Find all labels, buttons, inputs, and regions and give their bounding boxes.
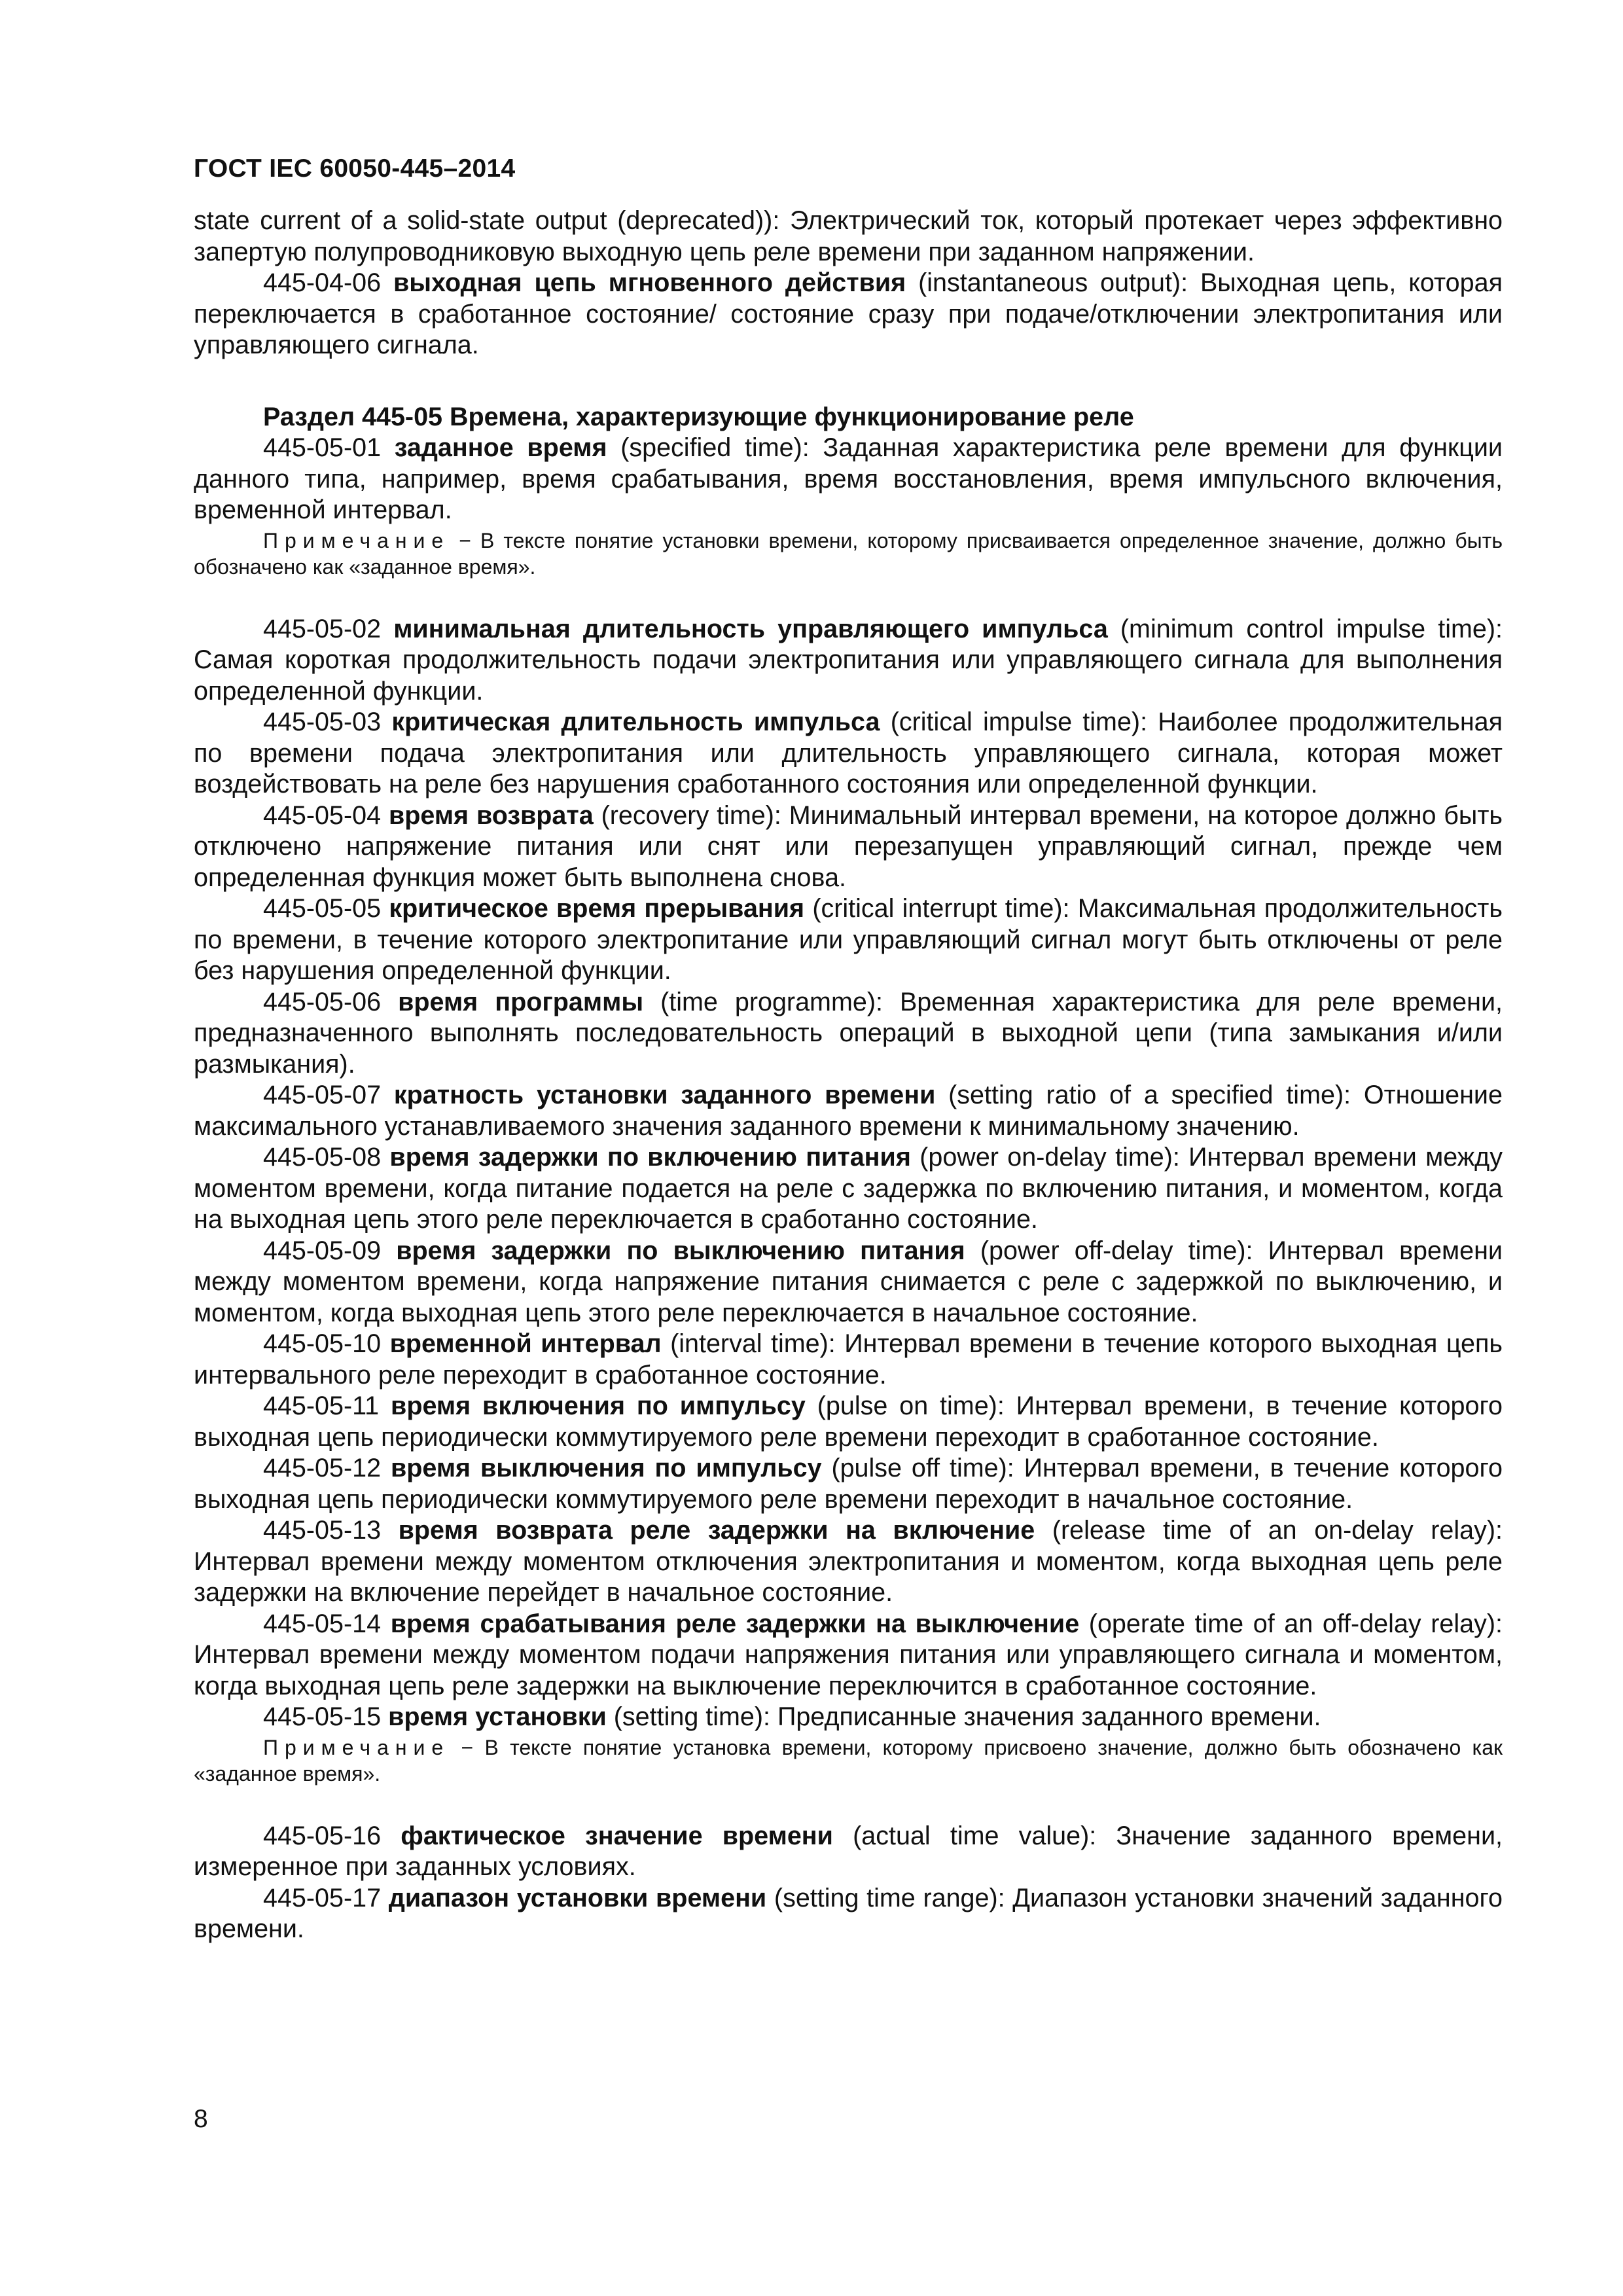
term-number: 445-05-02 — [263, 614, 382, 643]
term-definition: (power on-delay time): Интервал времени между моментом времени, когда питание подается на реле с задержка по включению питания, и моментом, когда на выходная цепь этого реле переключается в сработанно состояние. — [194, 1143, 1503, 1234]
term-definition: (actual time value): Значение заданного времени, измеренное при заданных условиях. — [194, 1821, 1503, 1881]
note-text: − В тексте понятие установки времени, которому присваивается определенное значение, должно быть обозначено как «заданное время». — [194, 528, 1503, 579]
term-number: 445-05-14 — [263, 1609, 382, 1638]
term-name: заданное время — [394, 433, 607, 462]
term-number: 445-05-07 — [263, 1081, 382, 1109]
term-number: 445-05-17 — [263, 1883, 382, 1912]
term-entry-445-05-10 — [194, 1329, 1503, 1391]
term-definition: (setting ratio of a specified time): Отношение максимального устанавливаемого значения заданного времени к минимальному значению. — [194, 1081, 1503, 1141]
term-entry-445-05-01 — [194, 433, 1503, 526]
term-entry-445-05-07 — [194, 1080, 1503, 1142]
term-number: 445-05-11 — [263, 1391, 380, 1420]
section-title: Раздел 445-05 Времена, характеризующие функционирование реле — [263, 402, 1134, 431]
term-name: фактическое значение времени — [401, 1821, 833, 1850]
term-name: время задержки по выключению питания — [396, 1236, 965, 1265]
term-definition: (minimum control impulse time): Самая короткая продолжительность подачи электропитания или управляющего сигнала для выполнения определенной функции. — [194, 614, 1503, 706]
term-entry-445-05-02 — [194, 614, 1503, 708]
term-name: критическая длительность импульса — [391, 708, 880, 736]
term-number: 445-05-10 — [263, 1329, 382, 1358]
term-name: время задержки по включению питания — [389, 1143, 911, 1172]
term-entry-445-05-04 — [194, 800, 1503, 894]
term-name: время программы — [398, 987, 644, 1016]
term-definition: (time programme): Временная характеристика для реле времени, предназначенного выполнять последовательность операций в выходной цепи (типа замыкания и/или размыкания). — [194, 987, 1503, 1079]
document-header: ГОСТ IEC 60050-445–2014 — [194, 154, 516, 183]
term-number: 445-05-08 — [263, 1143, 382, 1172]
term-number: 445-04-06 — [263, 268, 382, 297]
continuation-paragraph — [194, 206, 1503, 268]
term-entry-445-05-05 — [194, 893, 1503, 987]
term-number: 445-05-12 — [263, 1454, 382, 1482]
term-entry-445-05-15 — [194, 1702, 1503, 1733]
document-page — [194, 154, 1503, 1945]
term-entry-445-05-12 — [194, 1453, 1503, 1515]
term-number: 445-05-16 — [263, 1821, 382, 1850]
term-entry-445-05-03 — [194, 707, 1503, 800]
term-entry-445-04-06 — [194, 268, 1503, 361]
term-entry-445-05-14 — [194, 1609, 1503, 1702]
term-entry-445-05-08 — [194, 1142, 1503, 1236]
term-definition: (setting time): Предписанные значения заданного времени. — [613, 1702, 1321, 1731]
term-name: время возврата — [388, 800, 594, 830]
term-definition: (specified time): Заданная характеристика реле времени для функции данного типа, например, время срабатывания, время восстановления, время импульсного включения, временной интервал. — [194, 433, 1503, 524]
term-name: критическое время прерывания — [389, 894, 805, 923]
term-number: 445-05-13 — [263, 1516, 382, 1545]
term-number: 445-05-06 — [263, 987, 382, 1016]
note-text: − В тексте понятие установка времени, которому присвоено значение, должно быть обозначено как «заданное время». — [194, 1735, 1503, 1785]
term-name: кратность установки заданного времени — [393, 1081, 936, 1109]
term-name: время возврата реле задержки на включение — [398, 1516, 1035, 1545]
term-name: время выключения по импульсу — [390, 1454, 822, 1482]
term-definition: (recovery time): Минимальный интервал времени, на которое должно быть отключено напряжение питания или снят или перезапущен управляющий сигнал, прежде чем определенная функция может быть выполнена снова. — [194, 800, 1503, 892]
continuation-text: state current of a solid-state output (deprecated)): Электрический ток, который протекает через эффективно запертую полупроводниковую выходную цепь реле времени при заданном напряжении. — [194, 206, 1503, 266]
term-name: выходная цепь мгновенного действия — [393, 268, 906, 297]
term-number: 445-05-03 — [263, 708, 382, 736]
term-definition: (critical interrupt time): Максимальная продолжительность по времени, в течение которого электропитание или управляющий сигнал могут быть отключены от реле без нарушения определенной функции. — [194, 894, 1503, 985]
term-entry-445-05-13 — [194, 1515, 1503, 1609]
term-definition: (pulse off time): Интервал времени, в течение которого выходная цепь периодически коммутируемого реле времени переходит в начальное состояние. — [194, 1454, 1503, 1514]
term-number: 445-05-01 — [263, 433, 382, 462]
term-definition: (instantaneous output): Выходная цепь, которая переключается в сработанное состояние/ состояние сразу при подаче/отключении электропитания или управляющего сигнала. — [194, 268, 1503, 359]
term-entry-445-05-09 — [194, 1236, 1503, 1329]
term-name: время включения по импульсу — [391, 1391, 806, 1420]
term-number: 445-05-15 — [263, 1702, 382, 1731]
note-1 — [194, 528, 1503, 580]
term-entry-445-05-06 — [194, 987, 1503, 1081]
term-number: 445-05-05 — [263, 894, 382, 923]
term-entry-445-05-16 — [194, 1821, 1503, 1883]
term-definition: (power off-delay time): Интервал времени между моментом времени, когда напряжение питания снимается с реле с задержкой по выключению, и моментом, когда выходная цепь этого реле переключается в начальное состояние. — [194, 1236, 1503, 1327]
term-definition: (critical impulse time): Наиболее продолжительная по времени подача электропитания или длительность управляющего сигнала, которая может воздействовать на реле без нарушения сработанного состояния или определенной функции. — [194, 708, 1503, 798]
term-name: минимальная длительность управляющего импульса — [393, 614, 1108, 643]
note-2 — [194, 1734, 1503, 1787]
term-definition: (release time of an on-delay relay): Интервал времени между моментом отключения электропитания и моментом, когда выходная цепь реле задержки на включение перейдет в начальное состояние. — [194, 1516, 1503, 1607]
term-name: диапазон установки времени — [388, 1883, 767, 1912]
note-label: Примечание — [263, 1735, 450, 1759]
term-name: временной интервал — [389, 1329, 662, 1358]
note-label: Примечание — [263, 528, 450, 552]
term-entry-445-05-17 — [194, 1883, 1503, 1945]
page-number: 8 — [194, 2105, 208, 2133]
term-definition: (pulse on time): Интервал времени, в течение которого выходная цепь периодически коммутируемого реле времени переходит в сработанное состояние. — [194, 1391, 1503, 1452]
term-entry-445-05-11 — [194, 1391, 1503, 1453]
term-definition: (operate time of an off-delay relay): Интервал времени между моментом подачи напряжения питания или управляющего сигнала и моментом, когда выходная цепь реле задержки на выключение переключится в сработанное состояние. — [194, 1609, 1503, 1700]
term-name: время установки — [388, 1702, 607, 1731]
term-definition: (setting time range): Диапазон установки значений заданного времени. — [194, 1883, 1503, 1943]
term-number: 445-05-09 — [263, 1236, 382, 1265]
term-name: время срабатывания реле задержки на выключение — [390, 1609, 1080, 1638]
term-definition: (interval time): Интервал времени в течение которого выходная цепь интервального реле переходит в сработанное состояние. — [194, 1329, 1503, 1390]
term-number: 445-05-04 — [263, 800, 382, 830]
